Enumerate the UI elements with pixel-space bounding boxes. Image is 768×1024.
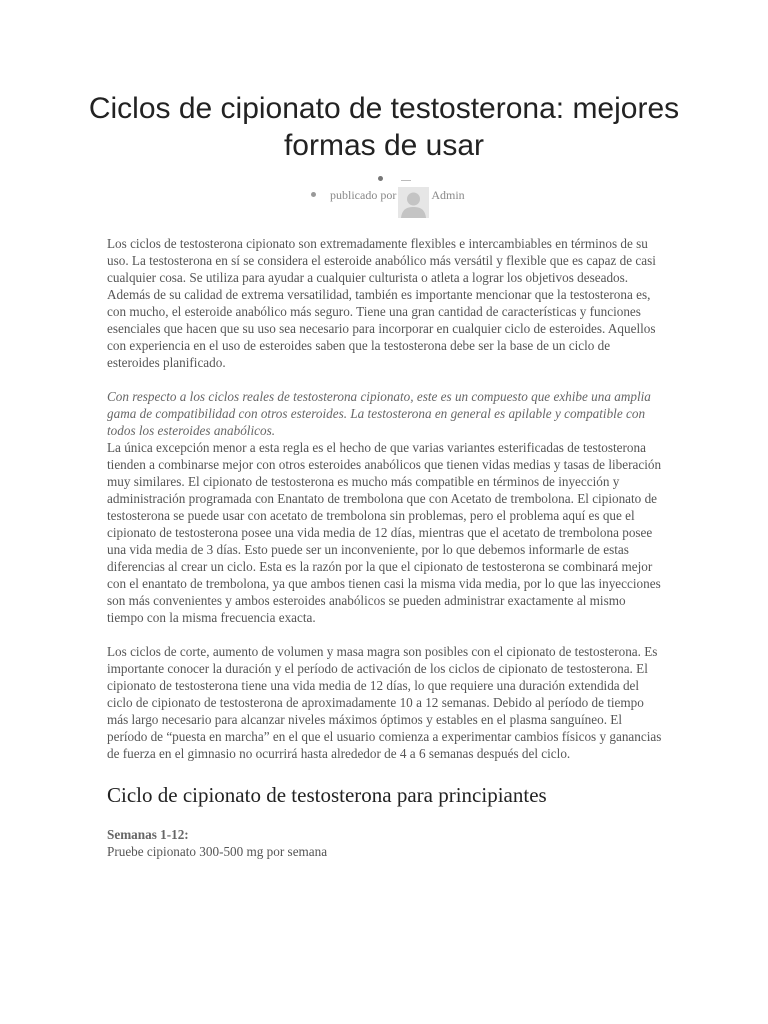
article-quote: Con respecto a los ciclos reales de testosterona cipionato, este es un compuesto que exhibe una amplia gama de compatibilidad con otros esteroides. La testosterona en general es apilable y compatible con todos los esteroides anabólicos. xyxy=(107,389,651,438)
article-title: Ciclos de cipionato de testosterona: mejores formas de usar xyxy=(88,92,680,162)
article-paragraph: Los ciclos de testosterona cipionato son extremadamente flexibles e intercambiables en términos de su uso. La testosterona en sí se considera el esteroide anabólico más versátil y flexible que es capaz de casi cualquier cosa. Se utiliza para ayudar a cualquier culturista o atleta a lograr los objetivos deseados. Además de su calidad de extrema versatilidad, también es importante mencionar que la testosterona es, con mucho, el esteroide anabólico más seguro. Tiene una gran cantidad de características y funciones esenciales que hacen que su uso sea necesario para incorporar en cualquier ciclo de esteroides. Aquellos con experiencia en el uso de esteroides saben que la testosterona debe ser la base de un ciclo de esteroides planificado. xyxy=(107,236,656,370)
article-meta xyxy=(309,187,465,221)
published-by-label: publicado por xyxy=(330,188,397,202)
weeks-text: Pruebe cipionato 300-500 mg por semana xyxy=(107,844,328,859)
article-paragraph: Los ciclos de corte, aumento de volumen y masa magra son posibles con el cipionato de testosterona. Es importante conocer la duración y el período de activación de los ciclos de cipionato de testosterona. El cipionato de testosterona tiene una vida media de 12 días, lo que requiere una duración extendida del ciclo de cipionato de testosterona de aproximadamente 10 a 12 semanas. Debido al período de tiempo más largo necesario para alcanzar niveles máximos óptimos y estables en el plasma sanguíneo. El período de “puesta en marcha” en el que el usuario comienza a experimentar cambios físicos y ganancias de fuerza en el gimnasio no ocurrirá hasta alrededor de 4 a 6 semanas después del ciclo. xyxy=(107,644,662,761)
weeks-label: Semanas 1-12: xyxy=(107,827,189,842)
bullet-icon xyxy=(311,192,316,197)
author-name[interactable]: Admin xyxy=(431,188,465,202)
meta-separator-dot xyxy=(378,176,383,181)
meta-separator-line xyxy=(401,180,411,181)
avatar-icon[interactable] xyxy=(398,187,429,218)
article-body xyxy=(107,235,663,860)
section-heading: Ciclo de cipionato de testosterona para principiantes xyxy=(107,783,547,807)
article-paragraph: La única excepción menor a esta regla es el hecho de que varias variantes esterificadas de testosterona tienden a combinarse mejor con otros esteroides anabólicos que tienen vidas medias y tasas de liberación muy similares. El cipionato de testosterona es mucho más compatible en términos de inyección y administración programada con Enantato de trembolona que con Acetato de trembolona. El cipionato de testosterona se puede usar con acetato de trembolona sin problemas, pero el problema aquí es que el cipionato de testosterona posee una vida media de 12 días, mientras que el acetato de trembolona posee una vida media de 3 días. Esto puede ser un inconveniente, por lo que debemos informarle de estas diferencias al crear un ciclo. Esta es la razón por la que el cipionato de testosterona se combinará mejor con el enantato de trembolona, ya que ambos tienen casi la misma vida media, por lo que las inyecciones son más convenientes y ambos esteroides anabólicos se pueden administrar exactamente al mismo tiempo con la misma frecuencia exacta. xyxy=(107,440,662,625)
